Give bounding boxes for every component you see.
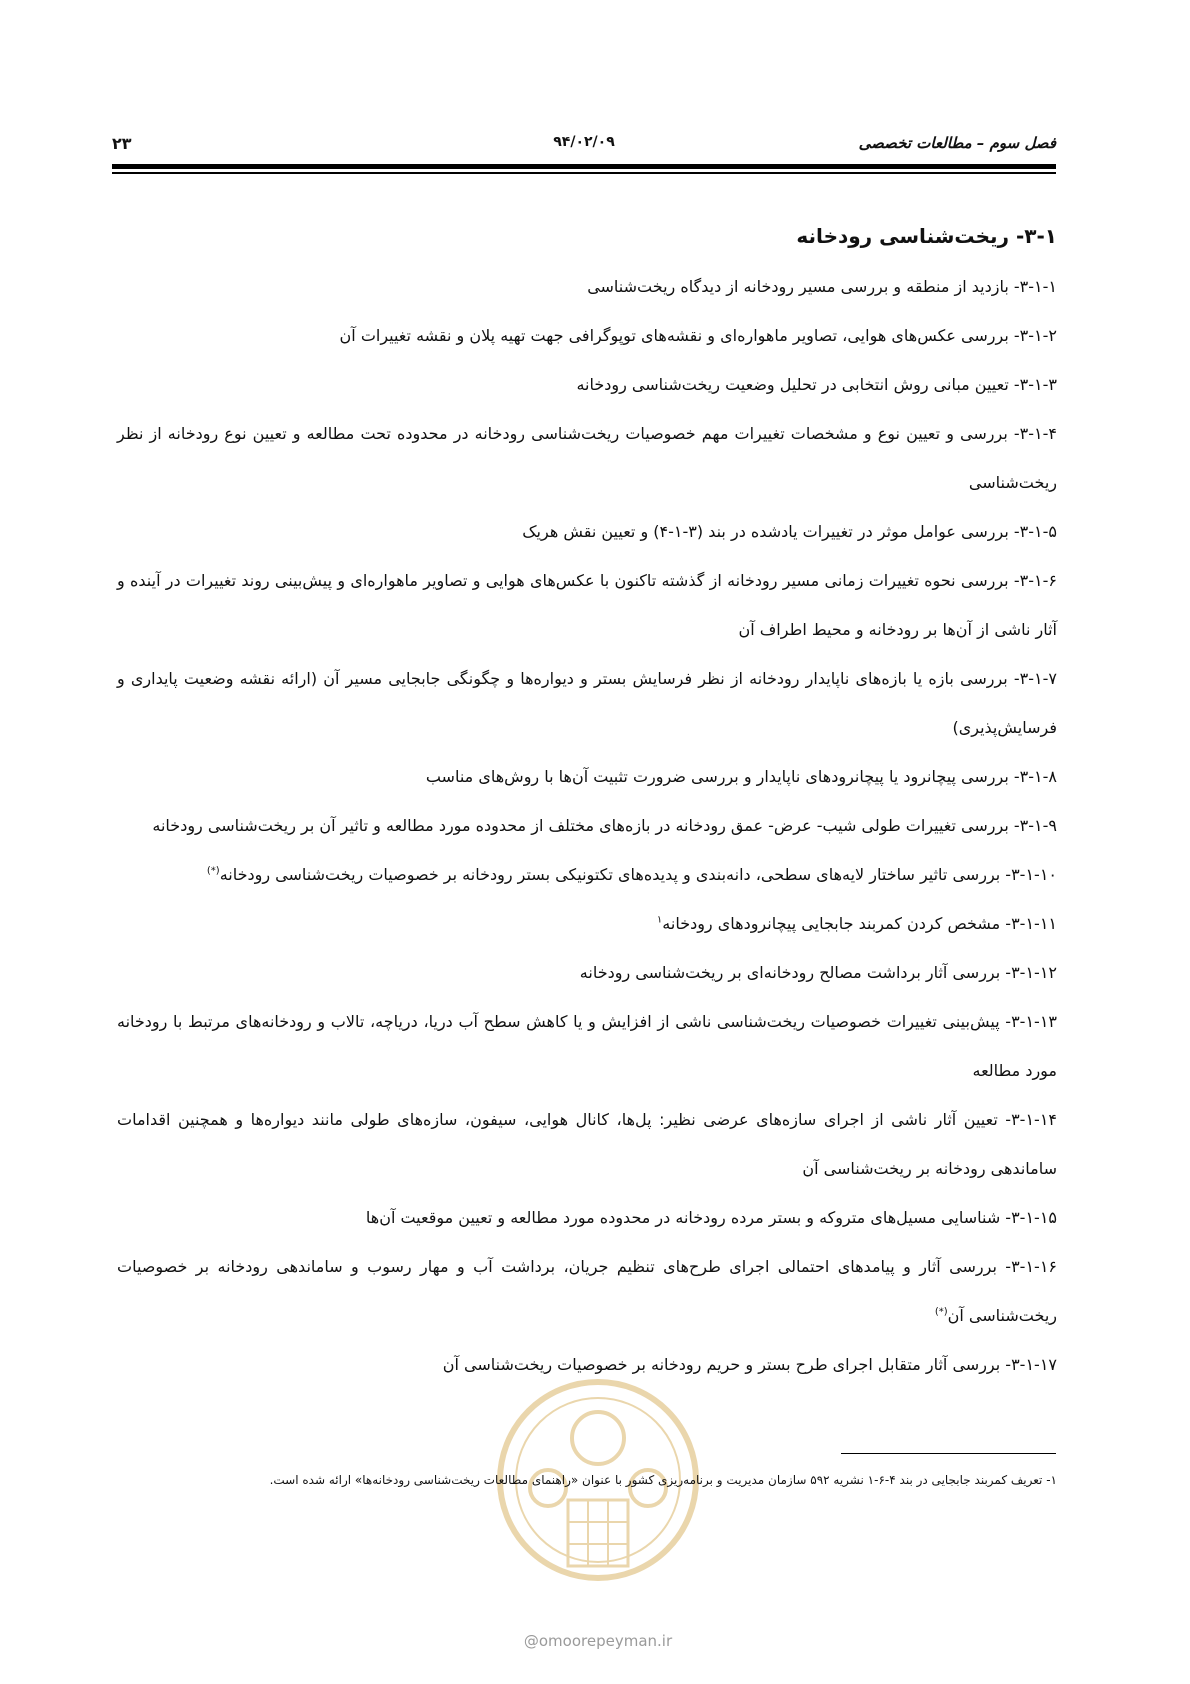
list-item — [117, 360, 1057, 409]
watermark — [478, 1360, 718, 1660]
list-item — [117, 1242, 1057, 1340]
list-item-text: ۳-۱-۱۵- شناسایی مسیل‌های متروکه و بستر مرده رودخانه در محدوده مورد مطالعه و تعیین موقعیت آن‌ها — [365, 1208, 1057, 1227]
list-item-text: ۳-۱-۲- بررسی عکس‌های هوایی، تصاویر ماهواره‌ای و نقشه‌های توپوگرافی جهت تهیه پلان و نقشه تغییرات آن — [339, 326, 1057, 345]
asterisk-mark: (*) — [934, 1306, 948, 1318]
list-item — [117, 262, 1057, 311]
list-item — [117, 997, 1057, 1095]
watermark-site: @omoorepeyman.ir — [523, 1632, 673, 1650]
list-item — [117, 507, 1057, 556]
list-item-text: ۳-۱-۱۱- مشخص کردن کمربند جابجایی پیچانرودهای رودخانه — [662, 914, 1057, 933]
asterisk-mark: (*) — [206, 865, 220, 877]
list-item-text: ۳-۱-۴- بررسی و تعیین نوع و مشخصات تغییرات مهم خصوصیات ریخت‌شناسی رودخانه در محدوده تحت مطالعه و تعیین نوع رودخانه از نظر ریخت‌شناسی — [117, 424, 1057, 492]
list-item-text: ۳-۱-۱۳- پیش‌بینی تغییرات خصوصیات ریخت‌شناسی ناشی از افزایش و یا کاهش سطح آب دریا، دریاچه، تالاب و رودخانه‌های مرتبط با رودخانه مورد مطالعه — [117, 1012, 1057, 1080]
section-body — [117, 210, 1057, 1389]
list-item — [117, 1095, 1057, 1193]
list-item — [117, 556, 1057, 654]
list-item-text: ۳-۱-۶- بررسی نحوه تغییرات زمانی مسیر رودخانه از گذشته تاکنون با عکس‌های هوایی و تصاویر ماهواره‌ای و پیش‌بینی روند تغییرات در آینده و آثار ناشی از آن‌ها بر رودخانه و محیط اطراف آن — [117, 571, 1057, 639]
seal-logo-icon — [478, 1360, 718, 1630]
list-item — [117, 409, 1057, 507]
list-item-text: ۳-۱-۸- بررسی پیچانرود یا پیچانرودهای ناپایدار و بررسی ضرورت تثبیت آن‌ها با روش‌های مناسب — [425, 767, 1057, 786]
list-item-text: ۳-۱-۱۷- بررسی آثار متقابل اجرای طرح بستر و حریم رودخانه بر خصوصیات ریخت‌شناسی آن — [442, 1355, 1057, 1374]
list-item-text: ۳-۱-۱۶- بررسی آثار و پیامدهای احتمالی اجرای طرح‌های تنظیم جریان، برداشت آب و مهار رسوب و ساماندهی رودخانه بر خصوصیات ریخت‌شناسی آن — [117, 1257, 1057, 1325]
list-item — [117, 654, 1057, 752]
header-rule-thin — [112, 172, 1056, 174]
list-item-text: ۳-۱-۵- بررسی عوامل موثر در تغییرات یادشده در بند (۳-۱-۴) و تعیین نقش هریک — [522, 522, 1057, 541]
list-item-text: ۳-۱-۱۲- بررسی آثار برداشت مصالح رودخانه‌ای بر ریخت‌شناسی رودخانه — [579, 963, 1057, 982]
list-item-text: ۳-۱-۹- بررسی تغییرات طولی شیب- عرض- عمق رودخانه در بازه‌های مختلف از محدوده مورد مطالعه و تاثیر آن بر ریخت‌شناسی رودخانه — [152, 816, 1057, 835]
list-item-text: ۳-۱-۱۰- بررسی تاثیر ساختار لایه‌های سطحی، دانه‌بندی و پدیده‌های تکتونیکی بستر رودخانه بر خصوصیات ریخت‌شناسی رودخانه — [219, 865, 1057, 884]
header-rule-thick — [112, 164, 1056, 169]
page-header — [112, 124, 1056, 164]
chapter-title: فصل سوم – مطالعات تخصصی — [858, 134, 1056, 152]
footnote: ۱- تعریف کمربند جابجایی در بند ۴-۶-۱ نشریه ۵۹۲ سازمان مدیریت و برنامه‌ریزی کشور با عنوان «راهنمای مطالعات ریخت‌شناسی رودخانه‌ها» ارائه شده است. — [269, 1473, 1057, 1487]
list-item — [117, 1193, 1057, 1242]
list-item-text: ۳-۱-۳- تعیین مبانی روش انتخابی در تحلیل وضعیت ریخت‌شناسی رودخانه — [576, 375, 1057, 394]
footnote-ref[interactable]: ۱ — [656, 914, 663, 926]
list-item-text: ۳-۱-۱۴- تعیین آثار ناشی از اجرای سازه‌های عرضی نظیر: پل‌ها، کانال هوایی، سیفون، سازه‌های طولی مانند دیواره‌ها و همچنین اقدامات ساماندهی رودخانه بر ریخت‌شناسی آن — [117, 1110, 1057, 1178]
list-item — [117, 752, 1057, 801]
list-item — [117, 899, 1057, 948]
list-item — [117, 948, 1057, 997]
header-date: ۹۴/۰۲/۰۹ — [553, 134, 615, 150]
footnote-separator — [841, 1453, 1056, 1454]
section-heading: ۳-۱- ریخت‌شناسی رودخانه — [796, 224, 1057, 248]
page-number: ۲۳ — [112, 134, 132, 153]
list-item — [117, 311, 1057, 360]
list-item — [117, 850, 1057, 899]
list-item-text: ۳-۱-۱- بازدید از منطقه و بررسی مسیر رودخانه از دیدگاه ریخت‌شناسی — [587, 277, 1057, 296]
list-item — [117, 801, 1057, 850]
list-item-text: ۳-۱-۷- بررسی بازه یا بازه‌های ناپایدار رودخانه از نظر فرسایش بستر و دیواره‌ها و چگونگی جابجایی مسیر آن (ارائه نقشه وضعیت پایداری و فرسایش‌پذیری) — [117, 669, 1057, 737]
